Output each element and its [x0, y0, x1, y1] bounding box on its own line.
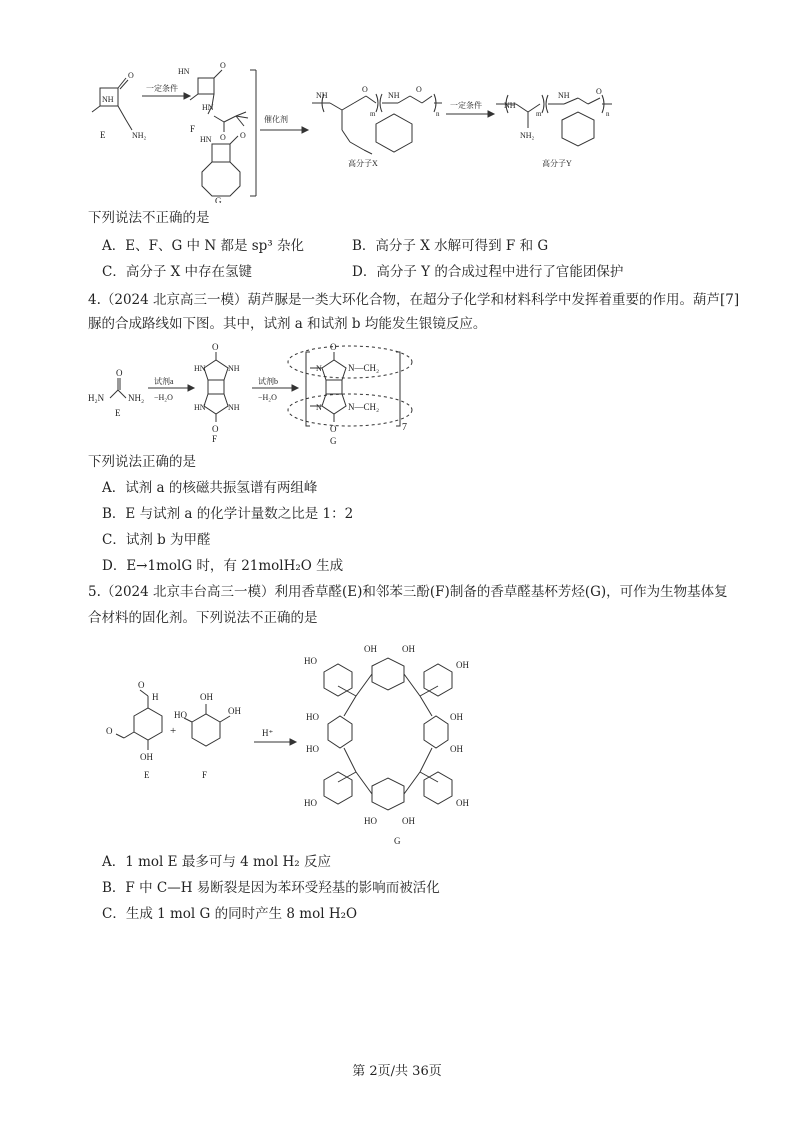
q5-stem-line2: 合材料的固化剂。下列说法不正确的是: [88, 610, 318, 626]
svg-text:OH: OH: [200, 692, 213, 702]
q4-option-c: C．试剂 b 为甲醛: [102, 532, 211, 548]
svg-text:HN: HN: [194, 403, 206, 412]
svg-text:N—CH₂: N—CH₂: [348, 402, 380, 412]
svg-text:−H₂O: −H₂O: [154, 393, 173, 402]
svg-text:NH₂: NH₂: [128, 393, 145, 403]
q4-option-a: A．试剂 a 的核磁共振氢谱有两组峰: [102, 480, 318, 496]
svg-text:OH: OH: [402, 816, 415, 826]
svg-text:HN: HN: [202, 103, 214, 112]
svg-text:n: n: [436, 110, 440, 118]
svg-text:HN: HN: [178, 67, 190, 76]
svg-text:OH: OH: [140, 752, 153, 762]
q5-label-e: E: [144, 770, 150, 780]
svg-text:O: O: [212, 342, 219, 352]
q4-reagent-a: 试剂a: [154, 377, 174, 386]
q5-option-b: B．F 中 C—H 易断裂是因为苯环受羟基的影响而被活化: [102, 880, 440, 896]
q4-reaction-scheme: [84, 338, 414, 448]
q5-stem-line1: 5.（2024 北京丰台高三一模）利用香草醛(E)和邻苯三酚(F)制备的香草醛基杯芳烃(G)，可作为生物基体复: [88, 584, 728, 600]
svg-text:N: N: [316, 403, 322, 412]
svg-text:OH: OH: [228, 706, 241, 716]
q3-catalyst: 催化剂: [264, 115, 288, 124]
svg-text:HN: HN: [194, 364, 206, 373]
svg-text:m: m: [536, 110, 542, 118]
q4-label-e: E: [115, 408, 121, 418]
svg-text:O: O: [212, 424, 219, 434]
svg-text:OH: OH: [364, 644, 377, 654]
q3-cond1: 一定条件: [146, 84, 178, 93]
q5-option-c: C．生成 1 mol G 的同时产生 8 mol H₂O: [102, 906, 358, 922]
svg-text:HO: HO: [306, 744, 319, 754]
svg-text:7: 7: [402, 422, 407, 433]
svg-text:NH: NH: [558, 91, 570, 100]
svg-text:HO: HO: [304, 798, 317, 808]
q3-cond2: 一定条件: [450, 101, 482, 110]
svg-text:O: O: [128, 71, 134, 80]
svg-text:m: m: [370, 110, 376, 118]
svg-text:HO: HO: [306, 712, 319, 722]
svg-text:H₂N: H₂N: [88, 393, 105, 403]
svg-text:H: H: [152, 692, 159, 702]
svg-text:NH: NH: [316, 91, 328, 100]
q5-label-g: G: [394, 836, 401, 846]
svg-text:NH: NH: [388, 91, 400, 100]
q5-label-f: F: [202, 770, 208, 780]
svg-text:n: n: [606, 110, 610, 118]
svg-text:OH: OH: [456, 798, 469, 808]
svg-text:NH₂: NH₂: [132, 131, 147, 140]
q3-option-b: B．高分子 X 水解可得到 F 和 G: [352, 238, 549, 254]
q3-option-d: D．高分子 Y 的合成过程中进行了官能团保护: [352, 264, 624, 280]
svg-text:HO: HO: [174, 710, 187, 720]
svg-text:O: O: [138, 680, 145, 690]
page-footer: 第 2页/共 36页: [352, 1064, 442, 1079]
svg-text:−H₂O: −H₂O: [258, 393, 277, 402]
q3-label-f: F: [190, 124, 196, 134]
svg-text:NH: NH: [228, 364, 240, 373]
svg-text:O: O: [330, 342, 337, 352]
q3-option-c: C．高分子 X 中存在氢键: [102, 264, 253, 280]
q3-prompt: 下列说法不正确的是: [88, 210, 210, 226]
q4-label-g: G: [330, 436, 337, 446]
q3-label-g: G: [215, 196, 222, 203]
svg-text:O: O: [220, 61, 226, 70]
q5-option-a: A．1 mol E 最多可与 4 mol H₂ 反应: [102, 854, 331, 870]
q4-reagent-b: 试剂b: [258, 377, 278, 386]
q3-poly-y: 高分子Y: [542, 159, 572, 168]
svg-text:O: O: [596, 87, 602, 96]
svg-text:OH: OH: [402, 644, 415, 654]
svg-text:O: O: [330, 424, 337, 434]
svg-text:O: O: [362, 85, 368, 94]
q3-reaction-scheme: [80, 58, 720, 203]
q4-label-f: F: [212, 434, 218, 444]
q4-stem-line1: 4.（2024 北京高三一模）葫芦脲是一类大环化合物，在超分子化学和材料科学中发挥着重要的作用。葫芦[7]: [88, 292, 740, 308]
svg-text:O: O: [240, 131, 246, 140]
q3-label-e: E: [100, 130, 106, 140]
svg-text:O: O: [220, 133, 226, 142]
q4-option-d: D．E→1molG 时，有 21molH₂O 生成: [102, 558, 344, 574]
svg-text:HN: HN: [200, 135, 212, 144]
svg-text:NH₂: NH₂: [520, 131, 535, 140]
q3-poly-x: 高分子X: [348, 159, 378, 168]
svg-text:O: O: [106, 726, 113, 736]
svg-text:NH: NH: [504, 101, 516, 110]
svg-text:N—CH₂: N—CH₂: [348, 363, 380, 373]
svg-text:O: O: [116, 368, 123, 378]
svg-text:N: N: [316, 364, 322, 373]
q4-option-b: B．E 与试剂 a 的化学计量数之比是 1：2: [102, 506, 354, 522]
q4-prompt: 下列说法正确的是: [88, 454, 196, 470]
svg-text:O: O: [416, 85, 422, 94]
q3-option-a: A．E、F、G 中 N 都是 sp³ 杂化: [102, 238, 305, 254]
q3-atom-nh: NH: [102, 95, 114, 104]
svg-text:OH: OH: [450, 712, 463, 722]
q5-reaction-scheme: [104, 636, 524, 848]
q5-reagent: H⁺: [262, 728, 274, 738]
svg-text:HO: HO: [364, 816, 377, 826]
q4-stem-line2: 脲的合成路线如下图。其中，试剂 a 和试剂 b 均能发生银镜反应。: [88, 316, 487, 332]
svg-text:OH: OH: [456, 660, 469, 670]
svg-text:HO: HO: [304, 656, 317, 666]
svg-text:OH: OH: [450, 744, 463, 754]
svg-text:+: +: [170, 725, 177, 737]
svg-text:NH: NH: [228, 403, 240, 412]
